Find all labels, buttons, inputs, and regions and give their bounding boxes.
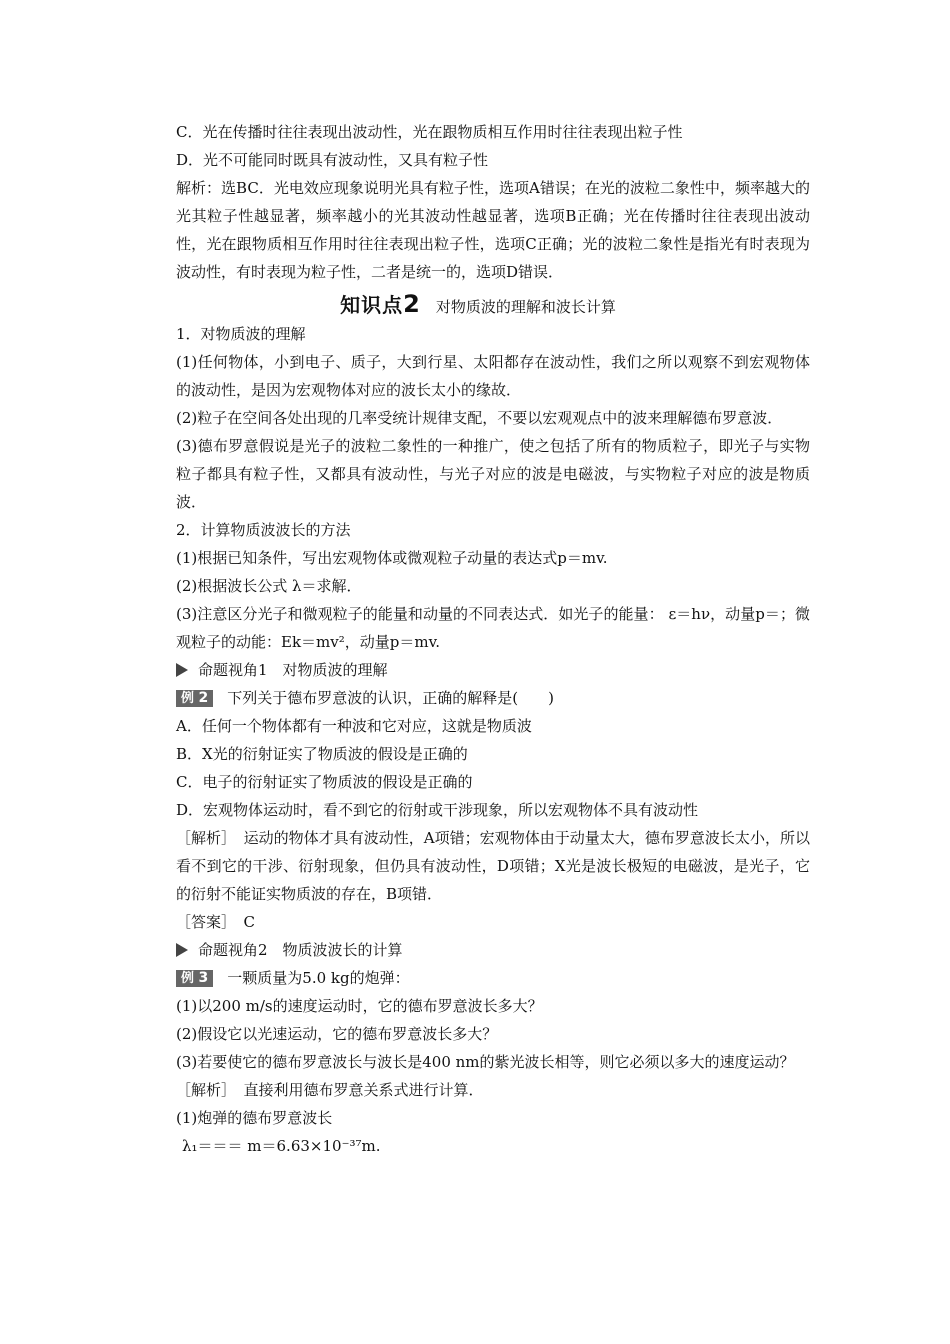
play-triangle-icon <box>176 663 188 677</box>
option-d: D．光不可能同时既具有波动性，又具有粒子性 <box>176 151 489 169</box>
option-c: C．光在传播时往往表现出波动性，光在跟物质相互作用时往往表现出粒子性 <box>176 123 683 141</box>
sub1-paragraph-3: (3)德布罗意假说是光子的波粒二象性的一种推广，使之包括了所有的物质粒子，即光子与实物粒子都具有粒子性，又都具有波动性，与光子对应的波是电磁波，与实物粒子对应的波是物质波． <box>176 437 810 511</box>
section-heading <box>146 287 810 321</box>
sub-title-2: 2．计算物质波波长的方法 <box>176 521 351 539</box>
angle-2-text: 命题视角2 物质波波长的计算 <box>198 941 403 959</box>
sub1-paragraph-2: (2)粒子在空间各处出现的几率受统计规律支配，不要以宏观观点中的波来理解德布罗意波． <box>176 409 783 427</box>
example-3-part-3: (3)若要使它的德布罗意波长与波长是400 nm的紫光波长相等，则它必须以多大的速度运动？ <box>176 1053 795 1071</box>
example-3-step-1: (1)炮弹的德布罗意波长 <box>176 1109 333 1127</box>
example-2-option-b: B．X光的衍射证实了物质波的假设是正确的 <box>176 745 468 763</box>
sub1-paragraph-1: (1)任何物体，小到电子、质子，大到行星、太阳都存在波动性，我们之所以观察不到宏观物体的波动性，是因为宏观物体对应的波长太小的缘故． <box>176 353 810 399</box>
example-badge-label: 例 <box>181 691 195 706</box>
example-badge-label: 例 <box>181 971 195 986</box>
example-3-part-2: (2)假设它以光速运动，它的德布罗意波长多大？ <box>176 1025 498 1043</box>
sub2-paragraph-1: (1)根据已知条件，写出宏观物体或微观粒子动量的表达式p＝mv. <box>176 549 608 567</box>
example-2-analysis: ［解析］ 运动的物体才具有波动性，A项错；宏观物体由于动量太大，德布罗意波长太小，所以看不到它的干涉、衍射现象，但仍具有波动性，D项错；X光是波长极短的电磁波，是光子，它的衍射不能证实物质波的存在，B项错． <box>176 829 810 903</box>
example-3-text: 一颗质量为5.0 kg的炮弹： <box>227 969 410 987</box>
example-3-formula: λ₁＝＝＝ m＝6.63×10⁻³⁷m. <box>182 1137 381 1155</box>
section-label: 知识点 <box>340 293 404 317</box>
angle-1 <box>146 656 810 684</box>
play-triangle-icon <box>176 943 188 957</box>
example-3-analysis: ［解析］ 直接利用德布罗意关系式进行计算． <box>176 1081 484 1099</box>
sub-title-1: 1．对物质波的理解 <box>176 325 306 343</box>
example-3-question <box>146 964 810 992</box>
analysis-paragraph: 解析：选BC．光电效应现象说明光具有粒子性，选项A错误；在光的波粒二象性中，频率越大的光其粒子性越显著，频率越小的光其波动性越显著，选项B正确；光在传播时往往表现出波动性，光在跟物质相互作用时往往表现出粒子性，选项C正确；光的波粒二象性是指光有时表现为波动性，有时表现为粒子性，二者是统一的，选项D错误． <box>176 179 810 281</box>
example-badge-number: 2 <box>198 690 209 706</box>
angle-2 <box>146 936 810 964</box>
example-2-answer: ［答案］ C <box>176 913 255 931</box>
section-title: 对物质波的理解和波长计算 <box>435 298 616 316</box>
sub2-paragraph-2: (2)根据波长公式 λ＝求解． <box>176 577 362 595</box>
example-badge <box>176 970 213 987</box>
angle-1-text: 命题视角1 对物质波的理解 <box>198 661 388 679</box>
example-2-option-a: A．任何一个物体都有一种波和它对应，这就是物质波 <box>176 717 532 735</box>
example-3-part-1: (1)以200 m/s的速度运动时，它的德布罗意波长多大？ <box>176 997 543 1015</box>
example-badge-number: 3 <box>198 970 209 986</box>
example-2-question <box>146 684 810 712</box>
section-number: 2 <box>403 290 420 318</box>
example-2-option-d: D．宏观物体运动时，看不到它的衍射或干涉现象，所以宏观物体不具有波动性 <box>176 801 699 819</box>
sub2-paragraph-3: (3)注意区分光子和微观粒子的能量和动量的不同表达式．如光子的能量： ε＝hν，动量p＝；微观粒子的动能：Ek＝mv²，动量p＝mv. <box>176 605 810 651</box>
example-2-text: 下列关于德布罗意波的认识，正确的解释是( ) <box>227 689 555 707</box>
example-2-option-c: C．电子的衍射证实了物质波的假设是正确的 <box>176 773 473 791</box>
example-badge <box>176 690 213 707</box>
document-body <box>146 118 810 1160</box>
